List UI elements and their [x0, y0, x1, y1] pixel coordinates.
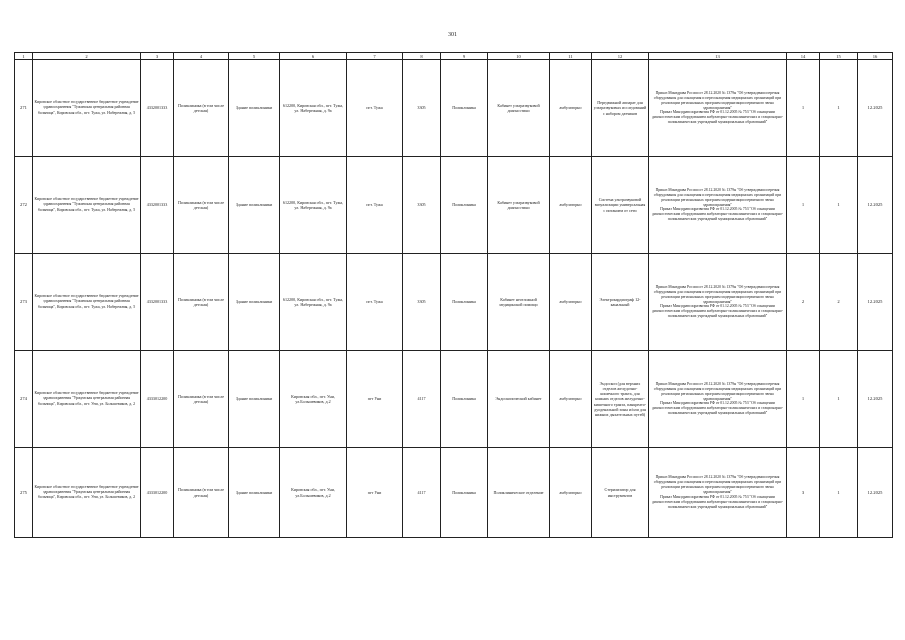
care-mode-cell: амбулаторно [550, 351, 592, 448]
unit-cell: Поликлиника [441, 157, 488, 254]
deadline-cell: 12.2025 [858, 254, 893, 351]
address-cell: Кировская обл., пгт. Уни, ул.Большевиков, д.2 [280, 351, 347, 448]
legal-basis-cell: Приказ Минздрава России от 28.12.2020 № 1379н "Об утверждении перечня оборудования для оснащения и переоснащения медицинских организаций при реализации региональных программ модернизации первичного звена здравоохранения" Приказ Минздравсоцразвития РФ от 01.12.2005 № 753 "Об оснащении диагностическим оборудованием амбулаторно-поликлинических и стационарно-поликлинических учреждений муниципальных образований" [649, 448, 787, 538]
department-cell: Поликлиника (в том числе детская) [174, 448, 229, 538]
address-cell: 612200, Кировская обл., пгт. Тужа, ул. Набережная, д. 9а [280, 157, 347, 254]
building-cell: Здание поликлиники [229, 157, 280, 254]
address-cell: 612200, Кировская обл., пгт. Тужа, ул. Набережная, д. 9а [280, 254, 347, 351]
table-row [15, 448, 893, 538]
column-number: 8 [403, 53, 441, 60]
column-number: 14 [787, 53, 820, 60]
room-cell: Эндоскопический кабинет [488, 351, 550, 448]
quantity-planned-cell: 1 [820, 60, 858, 157]
equipment-cell: Передвижной аппарат для ультразвуковых исследований с набором датчиков [592, 60, 649, 157]
organization-cell: Кировское областное государственное бюджетное учреждение здравоохранения "Тужинская центральная районная больница", Кировская обл., пгт. Тужа, ул. Набережная, д. 5 [33, 60, 141, 157]
quantity-planned-cell: 1 [820, 157, 858, 254]
row-number-cell: 274 [15, 351, 33, 448]
code-cell: 3305 [403, 254, 441, 351]
inn-cell: 4332001333 [141, 254, 174, 351]
quantity-needed-cell: 3 [787, 448, 820, 538]
care-mode-cell: амбулаторно [550, 254, 592, 351]
column-number: 10 [488, 53, 550, 60]
column-number: 5 [229, 53, 280, 60]
inn-cell: 4332001333 [141, 60, 174, 157]
column-number: 12 [592, 53, 649, 60]
deadline-cell: 12.2025 [858, 60, 893, 157]
room-cell: Поликлиническое отделение [488, 448, 550, 538]
equipment-cell: Система ультразвуковой визуализации универсальная с питанием от сети [592, 157, 649, 254]
legal-basis-cell: Приказ Минздрава России от 28.12.2020 № 1379н "Об утверждении перечня оборудования для оснащения и переоснащения медицинских организаций при реализации региональных программ модернизации первичного звена здравоохранения" Приказ Минздравсоцразвития РФ от 01.12.2005 № 753 "Об оснащении диагностическим оборудованием амбулаторно-поликлинических и стационарно-поликлинических учреждений муниципальных образований" [649, 60, 787, 157]
column-number: 15 [820, 53, 858, 60]
building-cell: Здание поликлиники [229, 351, 280, 448]
department-cell: Поликлиника (в том числе детская) [174, 351, 229, 448]
column-number: 4 [174, 53, 229, 60]
quantity-planned-cell: 2 [820, 254, 858, 351]
quantity-needed-cell: 1 [787, 157, 820, 254]
table-row [15, 254, 893, 351]
room-cell: Кабинет ультразвуковой диагностики [488, 60, 550, 157]
inn-cell: 4333012200 [141, 448, 174, 538]
code-cell: 3305 [403, 157, 441, 254]
legal-basis-cell: Приказ Минздрава России от 28.12.2020 № 1379н "Об утверждении перечня оборудования для оснащения и переоснащения медицинских организаций при реализации региональных программ модернизации первичного звена здравоохранения" Приказ Минздравсоцразвития РФ от 01.12.2005 № 753 "Об оснащении диагностическим оборудованием амбулаторно-поликлинических и стационарно-поликлинических учреждений муниципальных образований" [649, 254, 787, 351]
department-cell: Поликлиника (в том числе детская) [174, 60, 229, 157]
equipment-cell: Стерилизатор для инструментов [592, 448, 649, 538]
organization-cell: Кировское областное государственное бюджетное учреждение здравоохранения "Тужинская центральная районная больница", Кировская обл., пгт. Тужа, ул. Набережная, д. 5 [33, 157, 141, 254]
locality-cell: пгт. Тужа [347, 60, 403, 157]
column-number: 13 [649, 53, 787, 60]
column-number: 16 [858, 53, 893, 60]
equipment-cell: Эндоскоп (для верхних отделов желудочно-кишечного тракта, для нижних отделов желудочно-кишечного тракта, панкреато-дуоденальной зоны и/или для нижних дыхательных путей) [592, 351, 649, 448]
care-mode-cell: амбулаторно [550, 60, 592, 157]
room-cell: Кабинет ультразвуковой диагностики [488, 157, 550, 254]
care-mode-cell: амбулаторно [550, 157, 592, 254]
building-cell: Здание поликлиники [229, 254, 280, 351]
row-number-cell: 271 [15, 60, 33, 157]
code-cell: 3305 [403, 60, 441, 157]
register-table [14, 52, 893, 538]
care-mode-cell: амбулаторно [550, 448, 592, 538]
unit-cell: Поликлиника [441, 254, 488, 351]
locality-cell: пгт Уни [347, 448, 403, 538]
legal-basis-cell: Приказ Минздрава России от 28.12.2020 № 1379н "Об утверждении перечня оборудования для оснащения и переоснащения медицинских организаций при реализации региональных программ модернизации первичного звена здравоохранения" Приказ Минздравсоцразвития РФ от 01.12.2005 № 753 "Об оснащении диагностическим оборудованием амбулаторно-поликлинических и стационарно-поликлинических учреждений муниципальных образований" [649, 157, 787, 254]
deadline-cell: 12.2025 [858, 351, 893, 448]
column-number: 1 [15, 53, 33, 60]
address-cell: 612200, Кировская обл., пгт. Тужа, ул. Набережная, д. 9а [280, 60, 347, 157]
column-number: 7 [347, 53, 403, 60]
address-cell: Кировская обл., пгт. Уни, ул.Большевиков, д.2 [280, 448, 347, 538]
locality-cell: пгт. Тужа [347, 254, 403, 351]
table-row [15, 60, 893, 157]
row-number-cell: 273 [15, 254, 33, 351]
column-number: 3 [141, 53, 174, 60]
department-cell: Поликлиника (в том числе детская) [174, 254, 229, 351]
column-number-row [15, 53, 893, 60]
table-row [15, 351, 893, 448]
code-cell: 4117 [403, 448, 441, 538]
inn-cell: 4333012200 [141, 351, 174, 448]
quantity-planned-cell: 1 [820, 448, 858, 538]
page-number: 301 [448, 32, 457, 38]
column-number: 11 [550, 53, 592, 60]
building-cell: Здание поликлиники [229, 60, 280, 157]
locality-cell: пгт. Тужа [347, 157, 403, 254]
unit-cell: Поликлиника [441, 448, 488, 538]
code-cell: 4117 [403, 351, 441, 448]
building-cell: Здание поликлиники [229, 448, 280, 538]
organization-cell: Кировское областное государственное бюджетное учреждение здравоохранения "Тужинская центральная районная больница", Кировская обл., пгт. Тужа, ул. Набережная, д. 5 [33, 254, 141, 351]
column-number: 6 [280, 53, 347, 60]
locality-cell: пгт Уни [347, 351, 403, 448]
inn-cell: 4332001333 [141, 157, 174, 254]
quantity-needed-cell: 1 [787, 60, 820, 157]
equipment-cell: Электрокардиограф 12-канальный [592, 254, 649, 351]
unit-cell: Поликлиника [441, 60, 488, 157]
organization-cell: Кировское областное государственное бюджетное учреждение здравоохранения "Уржумская центральная районная больница", Кировская обл., пгт. Уни, ул. Большевиков, д. 2 [33, 448, 141, 538]
deadline-cell: 12.2025 [858, 448, 893, 538]
quantity-needed-cell: 2 [787, 254, 820, 351]
row-number-cell: 272 [15, 157, 33, 254]
organization-cell: Кировское областное государственное бюджетное учреждение здравоохранения "Уржумская центральная районная больница", Кировская обл., пгт. Уни, ул. Большевиков, д. 2 [33, 351, 141, 448]
table-row [15, 157, 893, 254]
quantity-planned-cell: 1 [820, 351, 858, 448]
column-number: 2 [33, 53, 141, 60]
quantity-needed-cell: 1 [787, 351, 820, 448]
row-number-cell: 275 [15, 448, 33, 538]
unit-cell: Поликлиника [441, 351, 488, 448]
column-number: 9 [441, 53, 488, 60]
room-cell: Кабинет неотложной медицинской помощи [488, 254, 550, 351]
deadline-cell: 12.2025 [858, 157, 893, 254]
department-cell: Поликлиника (в том числе детская) [174, 157, 229, 254]
legal-basis-cell: Приказ Минздрава России от 28.12.2020 № 1379н "Об утверждении перечня оборудования для оснащения и переоснащения медицинских организаций при реализации региональных программ модернизации первичного звена здравоохранения" Приказ Минздравсоцразвития РФ от 01.12.2005 № 753 "Об оснащении диагностическим оборудованием амбулаторно-поликлинических и стационарно-поликлинических учреждений муниципальных образований" [649, 351, 787, 448]
